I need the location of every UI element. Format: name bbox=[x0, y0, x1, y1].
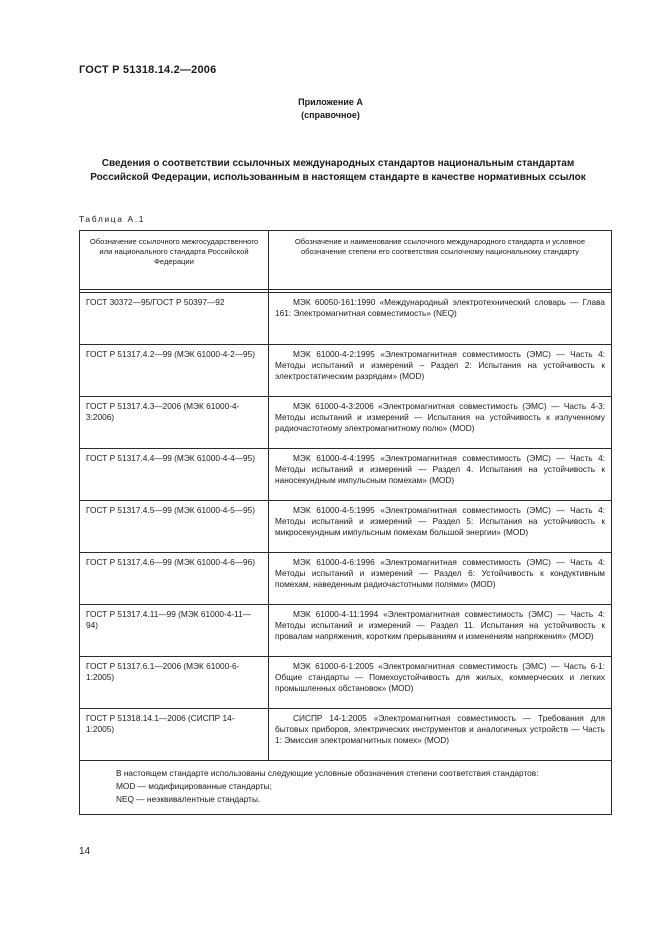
note-neq: NEQ — неэквивалентные стандарты. bbox=[116, 794, 261, 804]
page-number: 14 bbox=[79, 846, 91, 857]
national-standard-cell: ГОСТ Р 51317.4.4—99 (МЭК 61000-4-4—95) bbox=[80, 449, 269, 501]
national-standard-cell: ГОСТ Р 51317.4.6—99 (МЭК 61000-4-6—96) bbox=[80, 553, 269, 605]
international-standard-text: СИСПР 14-1:2005 «Электромагнитная совместимость — Требования для бытовых приборов, электрических инструментов и аналогичных устройств — Часть 1: Эмиссия электромагнитных помех» (MOD) bbox=[275, 713, 605, 745]
international-standard-text: МЭК 60050-161:1990 «Международный электротехнический словарь — Глава 161: Электромагнитная совместимость» (NEQ) bbox=[275, 297, 605, 318]
table-row bbox=[80, 345, 612, 397]
table-row bbox=[80, 397, 612, 449]
table-row bbox=[80, 293, 612, 345]
national-standard-cell: ГОСТ 30372—95/ГОСТ Р 50397—92 bbox=[80, 293, 269, 345]
international-standard-cell bbox=[269, 605, 612, 657]
table-row bbox=[80, 605, 612, 657]
table-row bbox=[80, 553, 612, 605]
national-standard-cell: ГОСТ Р 51318.14.1—2006 (СИСПР 14-1:2005) bbox=[80, 709, 269, 761]
international-standard-text: МЭК 61000-4-11:1994 «Электромагнитная совместимость (ЭМС) — Часть 4: Методы испытаний и измерений — Раздел 11. Испытания на устойчивость к провалам напряжения, коротким прерываниям и изменениям напряжения» (MOD) bbox=[275, 609, 605, 641]
annex-title: Приложение А bbox=[298, 97, 363, 107]
national-standard-cell: ГОСТ Р 51317.4.11—99 (МЭК 61000-4-11—94) bbox=[80, 605, 269, 657]
table-caption: Таблица А.1 bbox=[79, 214, 146, 224]
note-mod: MOD — модифицированные стандарты; bbox=[116, 781, 272, 791]
international-standard-text: МЭК 61000-4-4:1995 «Электромагнитная совместимость (ЭМС) — Часть 4: Методы испытаний и измерений — Раздел 4. Испытания на устойчивость к наносекундным импульсным помехам» (MOD) bbox=[275, 453, 605, 485]
national-standard-cell: ГОСТ Р 51317.4.3—2006 (МЭК 61000-4-3:2006) bbox=[80, 397, 269, 449]
document-header: ГОСТ Р 51318.14.2—2006 bbox=[79, 64, 217, 76]
table-header-row bbox=[80, 231, 612, 290]
table-row bbox=[80, 709, 612, 761]
international-standard-cell bbox=[269, 397, 612, 449]
table-row bbox=[80, 657, 612, 709]
international-standard-cell bbox=[269, 501, 612, 553]
section-title: Сведения о соответствии ссылочных международных стандартов национальным стандартам Российской Федерации, использованным в настоящем стандарте в качестве нормативных ссылок bbox=[90, 158, 586, 183]
international-standard-cell bbox=[269, 657, 612, 709]
international-standard-cell bbox=[269, 345, 612, 397]
international-standard-text: МЭК 61000-4-2:1995 «Электромагнитная совместимость (ЭМС) — Часть 4: Методы испытаний и измерений – Раздел 2: Испытания на устойчивость к электростатическим разрядам» (MOD) bbox=[275, 349, 605, 381]
note-intro: В настоящем стандарте использованы следующие условные обозначения степени соответствия стандартов: bbox=[116, 768, 539, 778]
table-note bbox=[80, 761, 612, 815]
table-row bbox=[80, 501, 612, 553]
international-standard-text: МЭК 61000-4-3:2006 «Электромагнитная совместимость (ЭМС) — Часть 4-3: Методы испытаний и измерений — Испытания на устойчивость к излученному радиочастотному электромагнитному полю» (MOD) bbox=[275, 401, 605, 433]
national-standard-cell: ГОСТ Р 51317.4.2—99 (МЭК 61000-4-2—95) bbox=[80, 345, 269, 397]
international-standard-text: МЭК 61000-4-5:1995 «Электромагнитная совместимость (ЭМС) — Часть 4: Методы испытаний и измерений — Раздел 5: Испытания на устойчивость к микросекундным импульсным помехам большой энергии» (MOD) bbox=[275, 505, 605, 537]
annex-heading bbox=[0, 96, 661, 122]
international-standard-cell bbox=[269, 709, 612, 761]
international-standard-cell bbox=[269, 449, 612, 501]
column-header-international: Обозначение и наименование ссылочного международного стандарта и условное обозначение степени его соответствия ссылочному национальному стандарту bbox=[269, 231, 612, 290]
national-standard-cell: ГОСТ Р 51317.6.1—2006 (МЭК 61000-6-1:2005) bbox=[80, 657, 269, 709]
international-standard-cell bbox=[269, 293, 612, 345]
table-row bbox=[80, 449, 612, 501]
international-standard-text: МЭК 61000-6-1:2005 «Электромагнитная совместимость (ЭМС) — Часть 6-1: Общие стандарты — Помехоустойчивость для жилых, коммерческих и легких промышленных обстановок» (MOD) bbox=[275, 661, 605, 693]
international-standard-text: МЭК 61000-4-6:1996 «Электромагнитная совместимость (ЭМС) — Часть 4: Методы испытаний и измерений — Раздел 6: Устойчивость к кондуктивным помехам, наведенным радиочастотными полями» (MOD) bbox=[275, 557, 605, 589]
national-standard-cell: ГОСТ Р 51317.4.5—99 (МЭК 61000-4-5—95) bbox=[80, 501, 269, 553]
international-standard-cell bbox=[269, 553, 612, 605]
table-note-row bbox=[80, 761, 612, 815]
reference-table bbox=[79, 230, 612, 815]
annex-subtitle: (справочное) bbox=[301, 110, 360, 120]
column-header-national: Обозначение ссылочного межгосударственного или национального стандарта Российской Федерации bbox=[80, 231, 269, 290]
